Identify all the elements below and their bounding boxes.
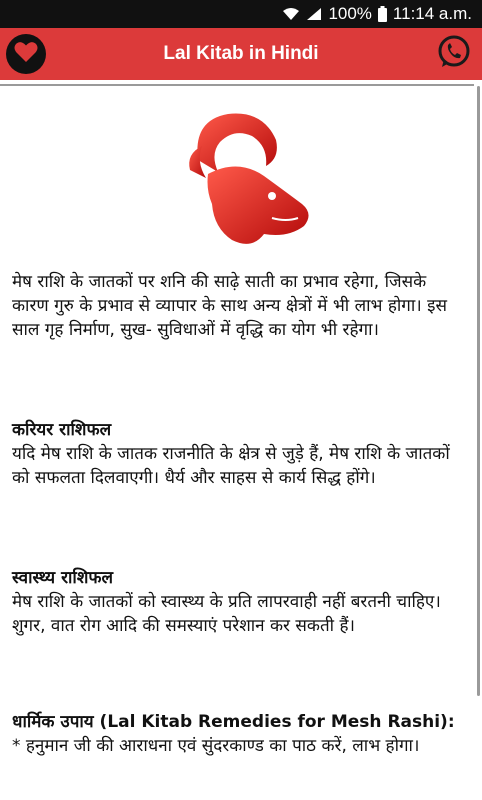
- status-bar: [0, 0, 482, 28]
- intro-paragraph: मेष राशि के जातकों पर शनि की साढ़े साती का प्रभाव रहेगा, जिसके कारण गुरु के प्रभाव से व्यापार के साथ अन्य क्षेत्रों में भी लाभ होगा। इस साल गृह निर्माण, सुख- सुविधाओं में वृद्धि का योग भी रहेगा।: [12, 272, 447, 340]
- health-text: मेष राशि के जातकों को स्वास्थ्य के प्रति लापरवाही नहीं बरतनी चाहिए। शुगर, वात रोग आदि की समस्याएं परेशान कर सकती हैं।: [12, 592, 441, 636]
- aries-ram-icon: [168, 100, 316, 250]
- signal-icon: [306, 7, 322, 21]
- heart-icon: [14, 41, 38, 67]
- article-content[interactable]: [0, 80, 482, 800]
- wifi-icon: [282, 7, 300, 21]
- battery-percent: 100%: [328, 4, 372, 23]
- remedy-section: [12, 710, 468, 758]
- remedy-heading: धार्मिक उपाय (Lal Kitab Remedies for Mesh Rashi):: [12, 712, 455, 732]
- battery-icon: [378, 6, 387, 22]
- whatsapp-icon: [436, 34, 472, 74]
- app-bar: [0, 28, 482, 80]
- scrollbar[interactable]: [477, 86, 480, 696]
- health-section: [12, 566, 468, 638]
- health-heading: स्वास्थ्य राशिफल: [12, 568, 114, 588]
- career-text: यदि मेष राशि के जातक राजनीति के क्षेत्र से जुड़े हैं, मेष राशि के जातकों को सफलता दिलवाएगी। धैर्य और साहस से कार्य सिद्ध होंगे।: [12, 444, 450, 488]
- career-heading: करियर राशिफल: [12, 420, 112, 440]
- remedy-text: * हनुमान जी की आराधना एवं सुंदरकाण्ड का पाठ करें, लाभ होगा।: [12, 736, 420, 756]
- favorite-button[interactable]: [6, 34, 46, 74]
- clock: 11:14 a.m.: [392, 4, 472, 23]
- app-title: Lal Kitab in Hindi: [163, 43, 319, 64]
- career-section: [12, 418, 468, 490]
- whatsapp-share-button[interactable]: [434, 34, 474, 74]
- divider: [0, 84, 474, 86]
